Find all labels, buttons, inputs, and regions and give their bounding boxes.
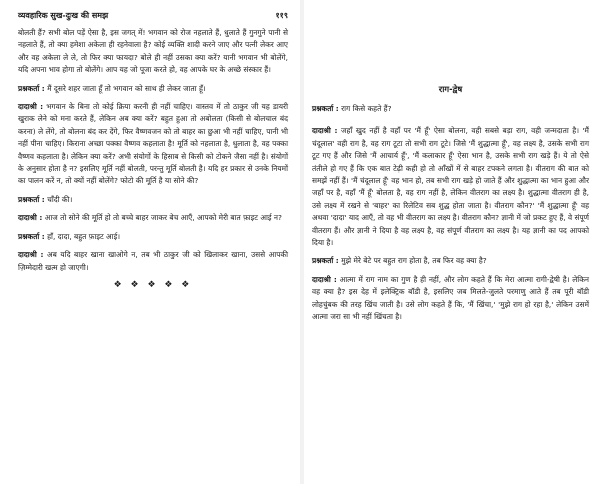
speaker-label: प्रश्नकर्ता : [18,83,45,93]
speaker-label: प्रश्नकर्ता : [18,194,45,204]
dialogue-text: राग किसे कहते हैं? [341,104,392,113]
dialogue-answer [312,274,589,324]
dialogue-question [18,231,288,243]
speaker-label: प्रश्नकर्ता : [18,231,45,241]
dialogue-answer [18,212,288,224]
speaker-label: दादाश्री : [312,126,338,136]
paragraph: बोलती हैं? सभी बोल पड़ें ऐसा है, इस जगत् में! भगवान को रोज नहलाते हैं, धुलाते हैं गुनगुने पानी से नहलाते हैं, तो क्या हमेशा अकेला ही रहनेवाला है? कोई व्यक्ति शादी करने जाए और पत्नी लेकर आए और वह अकेला ले ले, तो फिर क्या फायदा? बोले ही नहीं उसका क्या करें? यानी भगवान भी बोलेंगे, यदि अपना भाव होगा तो बोलेंगे। आप यह जो पूजा करते हो, वह आपके घर के अच्छे संस्कार हैं। [18,28,288,75]
dialogue-question [312,255,589,267]
header-title: व्यवहारिक सुख-दुःख की समझ [18,11,109,20]
page-number: ११९ [275,11,288,20]
dialogue-text: हाँ, दादा, बहुत फ़ाइट आई। [47,231,121,241]
dialogue-text: चाँदी की। [47,194,73,204]
dialogue-answer [18,101,288,188]
dialogue-question [18,83,288,95]
speaker-label: दादाश्री : [18,250,44,260]
dialogue-text: अब यदि बाहर खाना खाओगे न, तब भी ठाकुर जी को खिलाकर खाना, उससे आपकी ज़िम्मेदारी खत्म हो जाएगी। [18,250,288,272]
dialogue-text: मैं दूसरे शहर जाता हूँ तो भगवान को साथ ही लेकर जाता हूँ। [47,83,206,93]
dialogue-answer [312,125,589,249]
speaker-label: प्रश्नकर्ता : [312,256,339,266]
speaker-label: प्रश्नकर्ता : [312,104,339,113]
dialogue-question [18,194,288,206]
speaker-label: दादाश्री : [312,274,337,284]
right-page [304,0,599,484]
dialogue-text: जहाँ खुद नहीं है वहाँ पर 'मैं हूँ' ऐसा बोलना, वही सबसे बड़ा राग, वही जन्मदाता है। 'मैं चंदूलाल' वही राग है, वह राग टूटा तो सभी राग टूटे। जिसे 'मैं शुद्धात्मा हूँ', वह लक्ष्य है, उसके सभी राग टूट गए हैं और जिसे 'मैं आचार्य हूँ', 'मैं कलाकार हूँ' ऐसा भान है, उसके सभी राग खड़े हैं। ये तो ऐसे तंतीले हो गए हैं कि एक बात टेढ़ी कही हो तो आँखों में से बाहर टपकने लगता है। वीतराग की बात को समझें नहीं हैं। 'मैं चंदूलाल हूँ' वह भान हो, तब सभी राग खड़े हो जाते हैं और शुद्धात्मा का भान हुआ और जहाँ पर है, वहाँ 'मैं हूँ' बोलता है, वह राग नहीं है, लेकिन वीतराग का लक्ष्य है। शुद्धात्मा वीतराग ही है, उसे लक्ष्य में रखने से 'बाहर' का रिलेटिव सब शुद्ध होता जाता है। वीतराग कौन?' 'मैं शुद्धात्मा हूँ' वह अथवा 'दादा' याद आएँ, तो वह भी वीतराग का लक्ष्य है। वीतराग कौन? ज्ञानी में जो प्रकट हुए हैं, वे संपूर्ण वीतराग हैं। और ज्ञानी ने दिया है वह लक्ष्य है, वह संपूर्ण वीतराग का लक्ष्य है। यह ज्ञानी का पद आपको दिया है। [312,126,589,248]
dialogue-text: भगवान के बिना तो कोई क्रिया करनी ही नहीं चाहिए। वास्तव में तो ठाकुर जी यह डायरी खुराक लेने को मना करते हैं, लेकिन अब क्या करें? बहुत हुआ तो अबोलता (किसी से बोलचाल बंद करना) ले लेंगे, तो बोलना बंद कर देंगे, फिर वैष्णवजन को तो बाहर का छुआ भी नहीं चाहिए, पानी भी नहीं पीना चाहिए। किराना अच्छा पक्का वैष्णव कहलाता है! मूर्ति को नहलाता है, धुलाता है, वह पक्का वैष्णव कहलाता है। लेकिन क्या करें? अभी संयोगों के हिसाब से किसी को टोकने जैसा नहीं है। संयोगों के अनुसार होता है न? इसलिए मूर्ति नहीं बोलती, परन्तु मूर्ति बोलती है। यदि हर प्रकार से उनके नियमों का पालन करें न, तो क्यों नहीं बोलेंगे? फोटो की मूर्ति है या सोने की? [18,102,288,186]
chapter-title: राग-द्वेष [438,84,463,94]
section-end-ornament: ❖ ❖ ❖ ❖ ❖ [113,279,193,290]
dialogue-question [312,103,589,115]
running-head-left [18,10,288,21]
dialogue-text: आज तो सोने की मूर्ति हो तो बच्चे बाहर जाकर बेच आएँ, आपको मेरी बात फ़ाइट आई न? [44,213,282,223]
dialogue-text: मुझे मेरे बेटे पर बहुत राग होता है, तब फिर वह क्या है? [341,256,487,266]
dialogue-answer [18,249,288,274]
speaker-label: दादाश्री : [18,213,43,223]
dialogue-text: आत्मा में राग नाम का गुण है ही नहीं, और लोग कहते हैं कि मेरा आत्मा रागी-द्वेषी है। लेकिन वह क्या है? इस देह में इलेक्ट्रिक बॉडी है, इसलिए जब मिलते-जुलते परमाणु आते हैं तब पूरी बॉडी लोहचुंबक की तरह खिंच जाती है। उसे लोग कहते हैं कि, 'मैं खिंचा,' 'मुझे राग हो रहा है,' लेकिन उसमें आत्मा जरा सा भी नहीं खिंचता है। [312,274,589,322]
speaker-label: दादाश्री : [18,102,44,112]
